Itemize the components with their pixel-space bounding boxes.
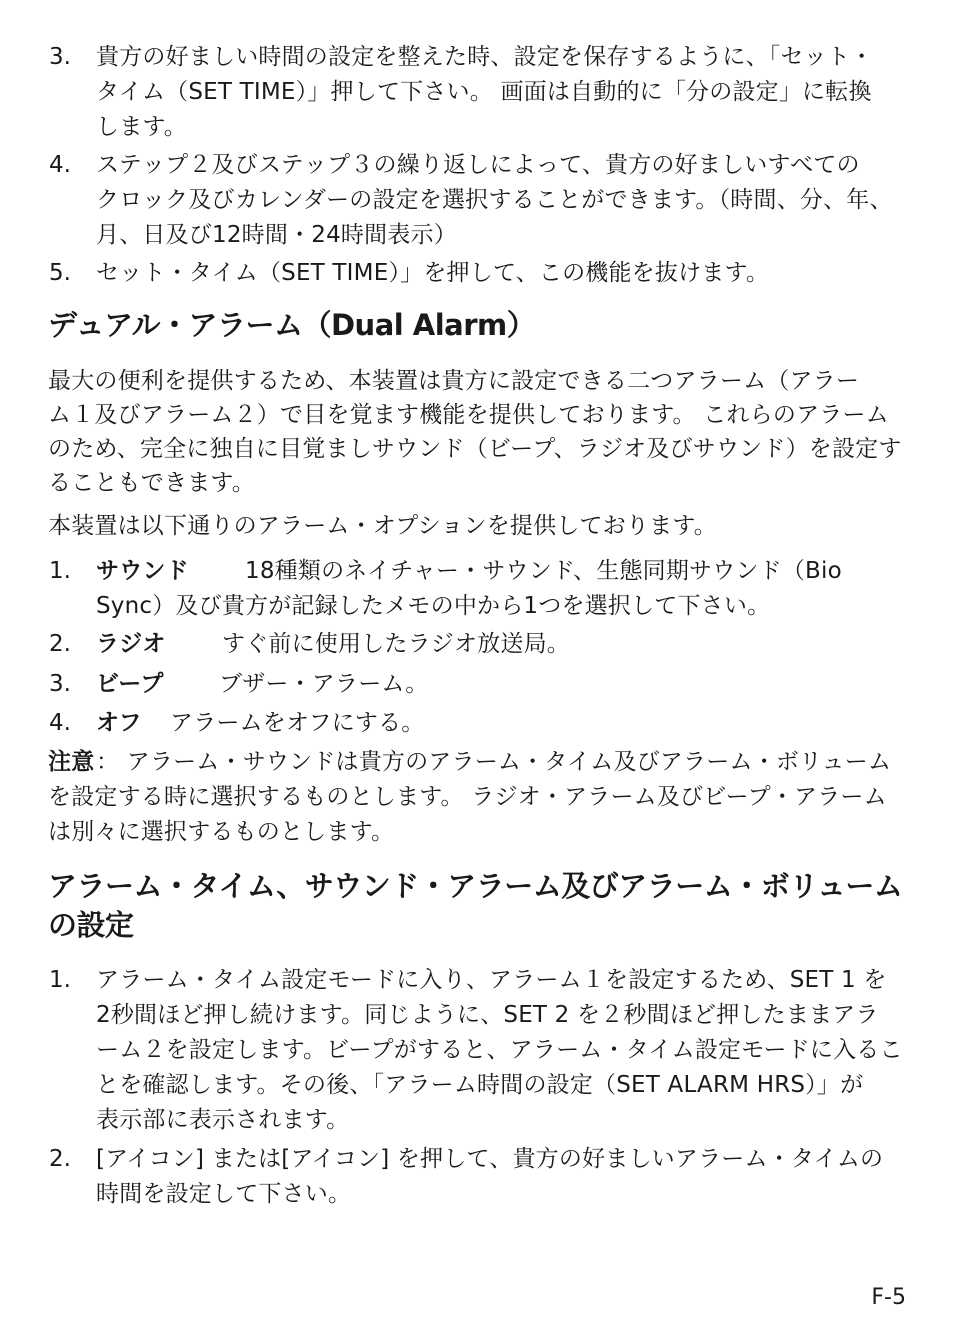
section-heading-line: アラーム・タイム、サウンド・アラーム及びアラーム・ボリューム [48,869,903,903]
paragraph-line: ることもできます。 [48,470,255,496]
step-text-line: 貴方の好ましい時間の設定を整えた時、設定を保存するように、「セット・ [96,44,874,70]
option-description-line: すぐ前に使用したラジオ放送局。 [222,631,570,657]
option-term-off: オフ [96,710,142,736]
option-term-radio: ラジオ [96,631,166,657]
option-term-beep: ビープ [96,671,164,697]
step-text-line: 時間を設定して下さい。 [96,1181,352,1207]
step-text-line: セット・タイム（SET TIME）」を押して、この機能を抜けます。 [96,260,770,286]
step-number: 1. [49,967,71,993]
option-number: 2. [49,631,71,657]
note-text-line: を設定する時に選択するものとします。 ラジオ・アラーム及びビープ・アラーム [48,784,887,810]
note-text-line: ： アラーム・サウンドは貴方のアラーム・タイム及びアラーム・ボリューム [96,749,892,775]
option-description-line: アラームをオフにする。 [170,710,425,736]
step-text-line: します。 [96,114,187,140]
page-number: F-5 [871,1285,906,1310]
option-description-line: Sync）及び貴方が記録したメモの中から1つを選択して下さい。 [96,593,771,619]
option-number: 3. [49,671,71,697]
step-text-line: 表示部に表示されます。 [96,1107,350,1133]
option-description-line: ブザー・アラーム。 [219,671,429,697]
step-text-line: クロック及びカレンダーの設定を選択することができます。（時間、分、年、 [96,187,893,213]
paragraph-line: ム１及びアラーム２）で目を覚ます機能を提供しております。 これらのアラーム [48,402,889,428]
step-number: 4. [49,152,71,178]
step-text-line: 2秒間ほど押し続けます。同じように、SET 2 を２秒間ほど押したままアラ [96,1002,879,1028]
option-number: 4. [49,710,71,736]
paragraph-line: 最大の便利を提供するため、本装置は貴方に設定できる二つアラーム（アラー [48,368,860,394]
step-text-line: [アイコン] または[アイコン] を押して、貴方の好ましいアラーム・タイムの [96,1146,884,1172]
paragraph-line: のため、完全に独自に目覚ましサウンド（ビープ、ラジオ及びサウンド）を設定す [48,436,902,462]
note-text-line: は別々に選択するものとします。 [48,819,395,845]
option-description-line: 18種類のネイチャー・サウンド、生態同期サウンド（Bio [245,558,842,584]
step-text-line: アラーム・タイム設定モードに入り、アラーム１を設定するため、SET 1 を [96,967,887,993]
step-number: 2. [49,1146,71,1172]
option-number: 1. [49,558,71,584]
option-term-sound: サウンド [96,558,189,584]
step-text-line: ーム２を設定します。ビープがすると、アラーム・タイム設定モードに入るこ [96,1037,903,1063]
section-heading-line: の設定 [48,908,134,942]
step-text-line: 月、日及び12時間・24時間表示） [96,222,457,248]
section-heading-dual-alarm: デュアル・アラーム（Dual Alarm） [48,308,536,342]
step-text-line: とを確認します。その後、「アラーム時間の設定（SET ALARM HRS）」が [96,1072,864,1098]
note-label: 注意 [48,749,95,775]
step-text-line: ステップ２及びステップ３の繰り返しによって、貴方の好ましいすべての [96,152,860,178]
step-number: 5. [49,260,71,286]
options-lead-text: 本装置は以下通りのアラーム・オプションを提供しております。 [48,513,717,539]
step-text-line: タイム（SET TIME）」押して下さい。 画面は自動的に「分の設定」に転換 [96,79,872,105]
step-number: 3. [49,44,71,70]
